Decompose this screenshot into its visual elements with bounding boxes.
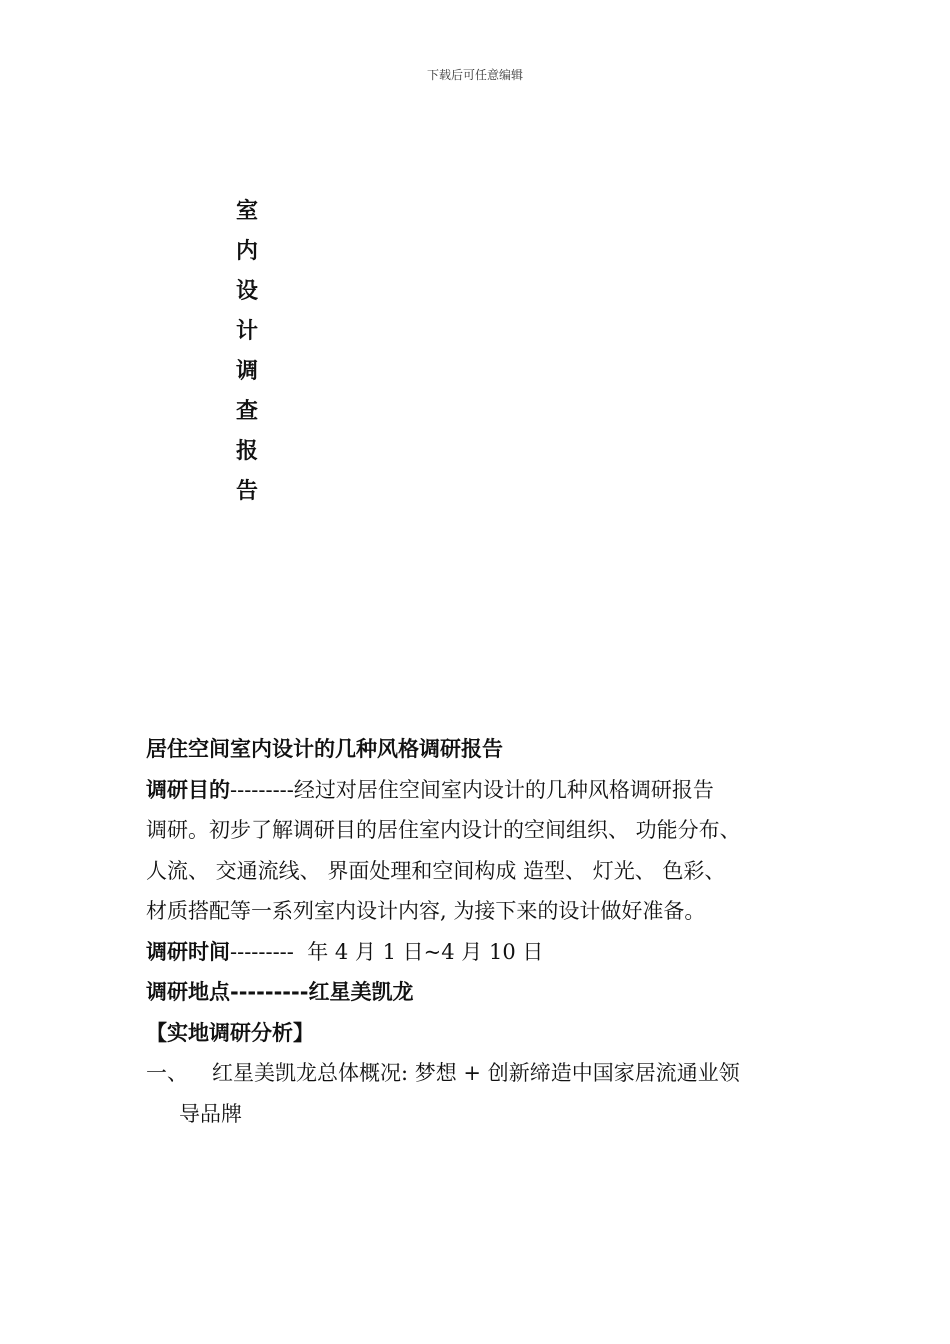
vertical-title (236, 195, 266, 515)
title-char: 计 (236, 319, 259, 344)
title-char: 内 (236, 239, 259, 264)
purpose-dashes: --------- (230, 777, 294, 802)
title-char: 查 (236, 399, 259, 424)
time-line (146, 932, 826, 973)
purpose-line-1 (146, 770, 826, 811)
title-char: 告 (236, 479, 259, 504)
title-char: 室 (236, 199, 259, 224)
list-item-number: 一、 (146, 1061, 188, 1085)
time-dashes: --------- (230, 939, 294, 964)
location-label: 调研地点 (146, 980, 230, 1004)
location-value: 红星美凯龙 (308, 980, 414, 1004)
purpose-line-3: 人流、 交通流线、 界面处理和空间构成 造型、 灯光、 色彩、 (146, 858, 726, 883)
analysis-heading: 【实地调研分析】 (146, 1020, 314, 1045)
document-body (146, 729, 826, 1134)
purpose-line-2: 调研。初步了解调研目的居住室内设计的空间组织、 功能分布、 (146, 818, 741, 842)
purpose-text-1: 经过对居住空间室内设计的几种风格调研报告 (293, 777, 714, 802)
main-heading: 居住空间室内设计的几种风格调研报告 (146, 737, 503, 761)
time-value: 年 4 月 1 日~4 月 10 日 (293, 939, 544, 964)
list-item-text-2: 导品牌 (179, 1101, 242, 1126)
time-label: 调研时间 (146, 939, 230, 964)
purpose-line-4: 材质搭配等一系列室内设计内容, 为接下来的设计做好准备。 (146, 899, 706, 923)
title-char: 设 (236, 279, 259, 304)
location-line (146, 972, 826, 1013)
page-header: 下载后可任意编辑 (426, 68, 523, 82)
list-item-text-1: 红星美凯龙总体概况: 梦想 + 创新缔造中国家居流通业领 (212, 1061, 740, 1085)
list-item-line-1 (146, 1053, 826, 1094)
list-item (146, 1053, 826, 1134)
title-char: 报 (236, 439, 259, 464)
title-char: 调 (236, 359, 259, 384)
location-dashes: --------- (230, 980, 309, 1004)
purpose-label: 调研目的 (146, 777, 230, 802)
